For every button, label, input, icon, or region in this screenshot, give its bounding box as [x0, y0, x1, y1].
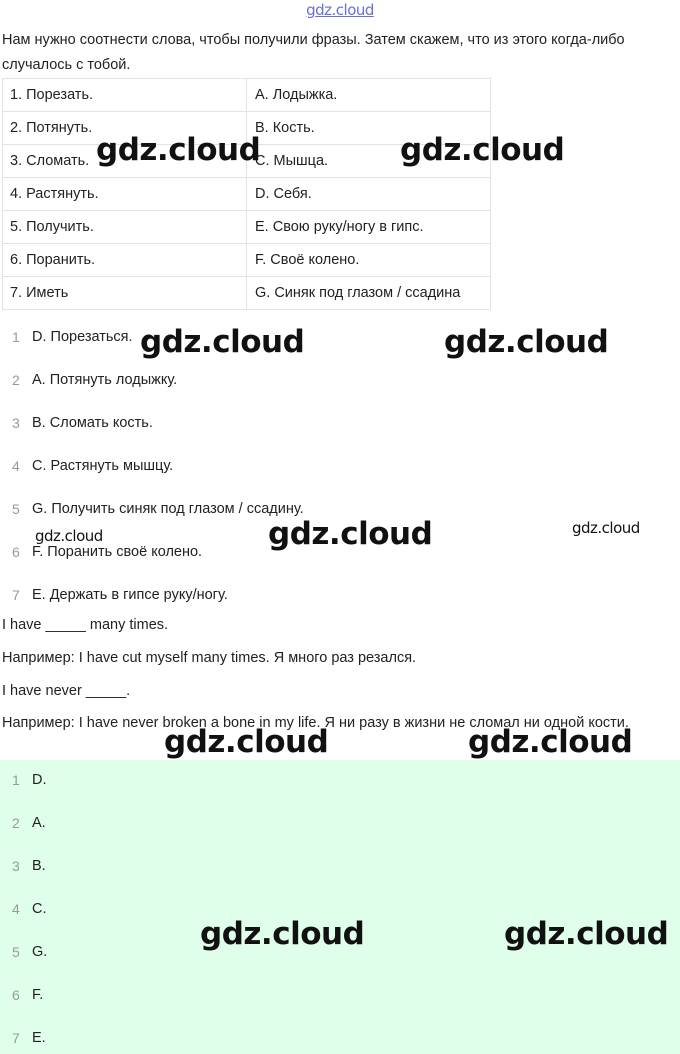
item-number: 3 [12, 415, 20, 431]
phrase-template-2: I have never _____. [2, 683, 131, 699]
noun-cell: E. Свою руку/ногу в гипс. [247, 211, 491, 244]
example-2: Например: I have never broken a bone in my life. Я ни разу в жизни не сломал ни одной кости. [2, 715, 629, 731]
answer-text: B. [32, 858, 46, 874]
item-text: C. Растянуть мышцу. [32, 458, 174, 474]
watermark: gdz.cloud [268, 516, 433, 552]
item-number: 6 [12, 544, 20, 560]
answer-text: A. [32, 815, 46, 831]
answer-text: F. [32, 987, 44, 1003]
item-number: 6 [12, 987, 20, 1003]
verb-cell: 7. Иметь [3, 277, 247, 310]
site-logo[interactable]: gdz.cloud [306, 1, 374, 19]
task-intro: Нам нужно соотнести слова, чтобы получили фразы. Затем скажем, что из этого когда-либо случалось с тобой. [2, 32, 625, 73]
answer-text: C. [32, 901, 47, 917]
item-text: E. Держать в гипсе руку/ногу. [32, 587, 228, 603]
item-number: 7 [12, 587, 20, 603]
watermark: gdz.cloud [200, 916, 365, 952]
item-text: A. Потянуть лодыжку. [32, 372, 178, 388]
answer-text: G. [32, 944, 48, 960]
watermark: gdz.cloud [572, 519, 640, 537]
item-number: 5 [12, 501, 20, 517]
verb-cell: 2. Потянуть. [3, 112, 247, 145]
noun-cell: F. Своё колено. [247, 244, 491, 277]
table-row [3, 178, 491, 211]
item-number: 1 [12, 329, 20, 345]
answer-text: D. [32, 772, 47, 788]
verb-cell: 6. Поранить. [3, 244, 247, 277]
table-row [3, 211, 491, 244]
item-text: D. Порезаться. [32, 329, 133, 345]
watermark: gdz.cloud [35, 527, 103, 545]
item-number: 4 [12, 458, 20, 474]
table-row [3, 79, 491, 112]
watermark: gdz.cloud [504, 916, 669, 952]
item-text: F. Поранить своё колено. [32, 544, 203, 560]
item-number: 2 [12, 815, 20, 831]
watermark: gdz.cloud [468, 724, 633, 760]
matching-table [2, 78, 491, 310]
noun-cell: B. Кость. [247, 112, 491, 145]
table-row [3, 277, 491, 310]
item-text: B. Сломать кость. [32, 415, 153, 431]
table-row [3, 244, 491, 277]
noun-cell: D. Себя. [247, 178, 491, 211]
noun-cell: C. Мышца. [247, 145, 491, 178]
verb-cell: 4. Растянуть. [3, 178, 247, 211]
item-number: 5 [12, 944, 20, 960]
verb-cell: 5. Получить. [3, 211, 247, 244]
phrase-template-1: I have _____ many times. [2, 617, 169, 633]
watermark: gdz.cloud [140, 324, 305, 360]
watermark: gdz.cloud [96, 132, 261, 168]
verb-cell: 3. Сломать. [3, 145, 247, 178]
item-number: 2 [12, 372, 20, 388]
item-number: 7 [12, 1030, 20, 1046]
watermark: gdz.cloud [444, 324, 609, 360]
noun-cell: G. Синяк под глазом / ссадина [247, 277, 491, 310]
answer-text: E. [32, 1030, 46, 1046]
item-text: G. Получить синяк под глазом / ссадину. [32, 501, 304, 517]
example-1: Например: I have cut myself many times. Я много раз резался. [2, 650, 417, 666]
item-number: 4 [12, 901, 20, 917]
verb-cell: 1. Порезать. [3, 79, 247, 112]
noun-cell: A. Лодыжка. [247, 79, 491, 112]
item-number: 1 [12, 772, 20, 788]
watermark: gdz.cloud [164, 724, 329, 760]
item-number: 3 [12, 858, 20, 874]
watermark: gdz.cloud [400, 132, 565, 168]
answer-block [0, 760, 680, 1054]
